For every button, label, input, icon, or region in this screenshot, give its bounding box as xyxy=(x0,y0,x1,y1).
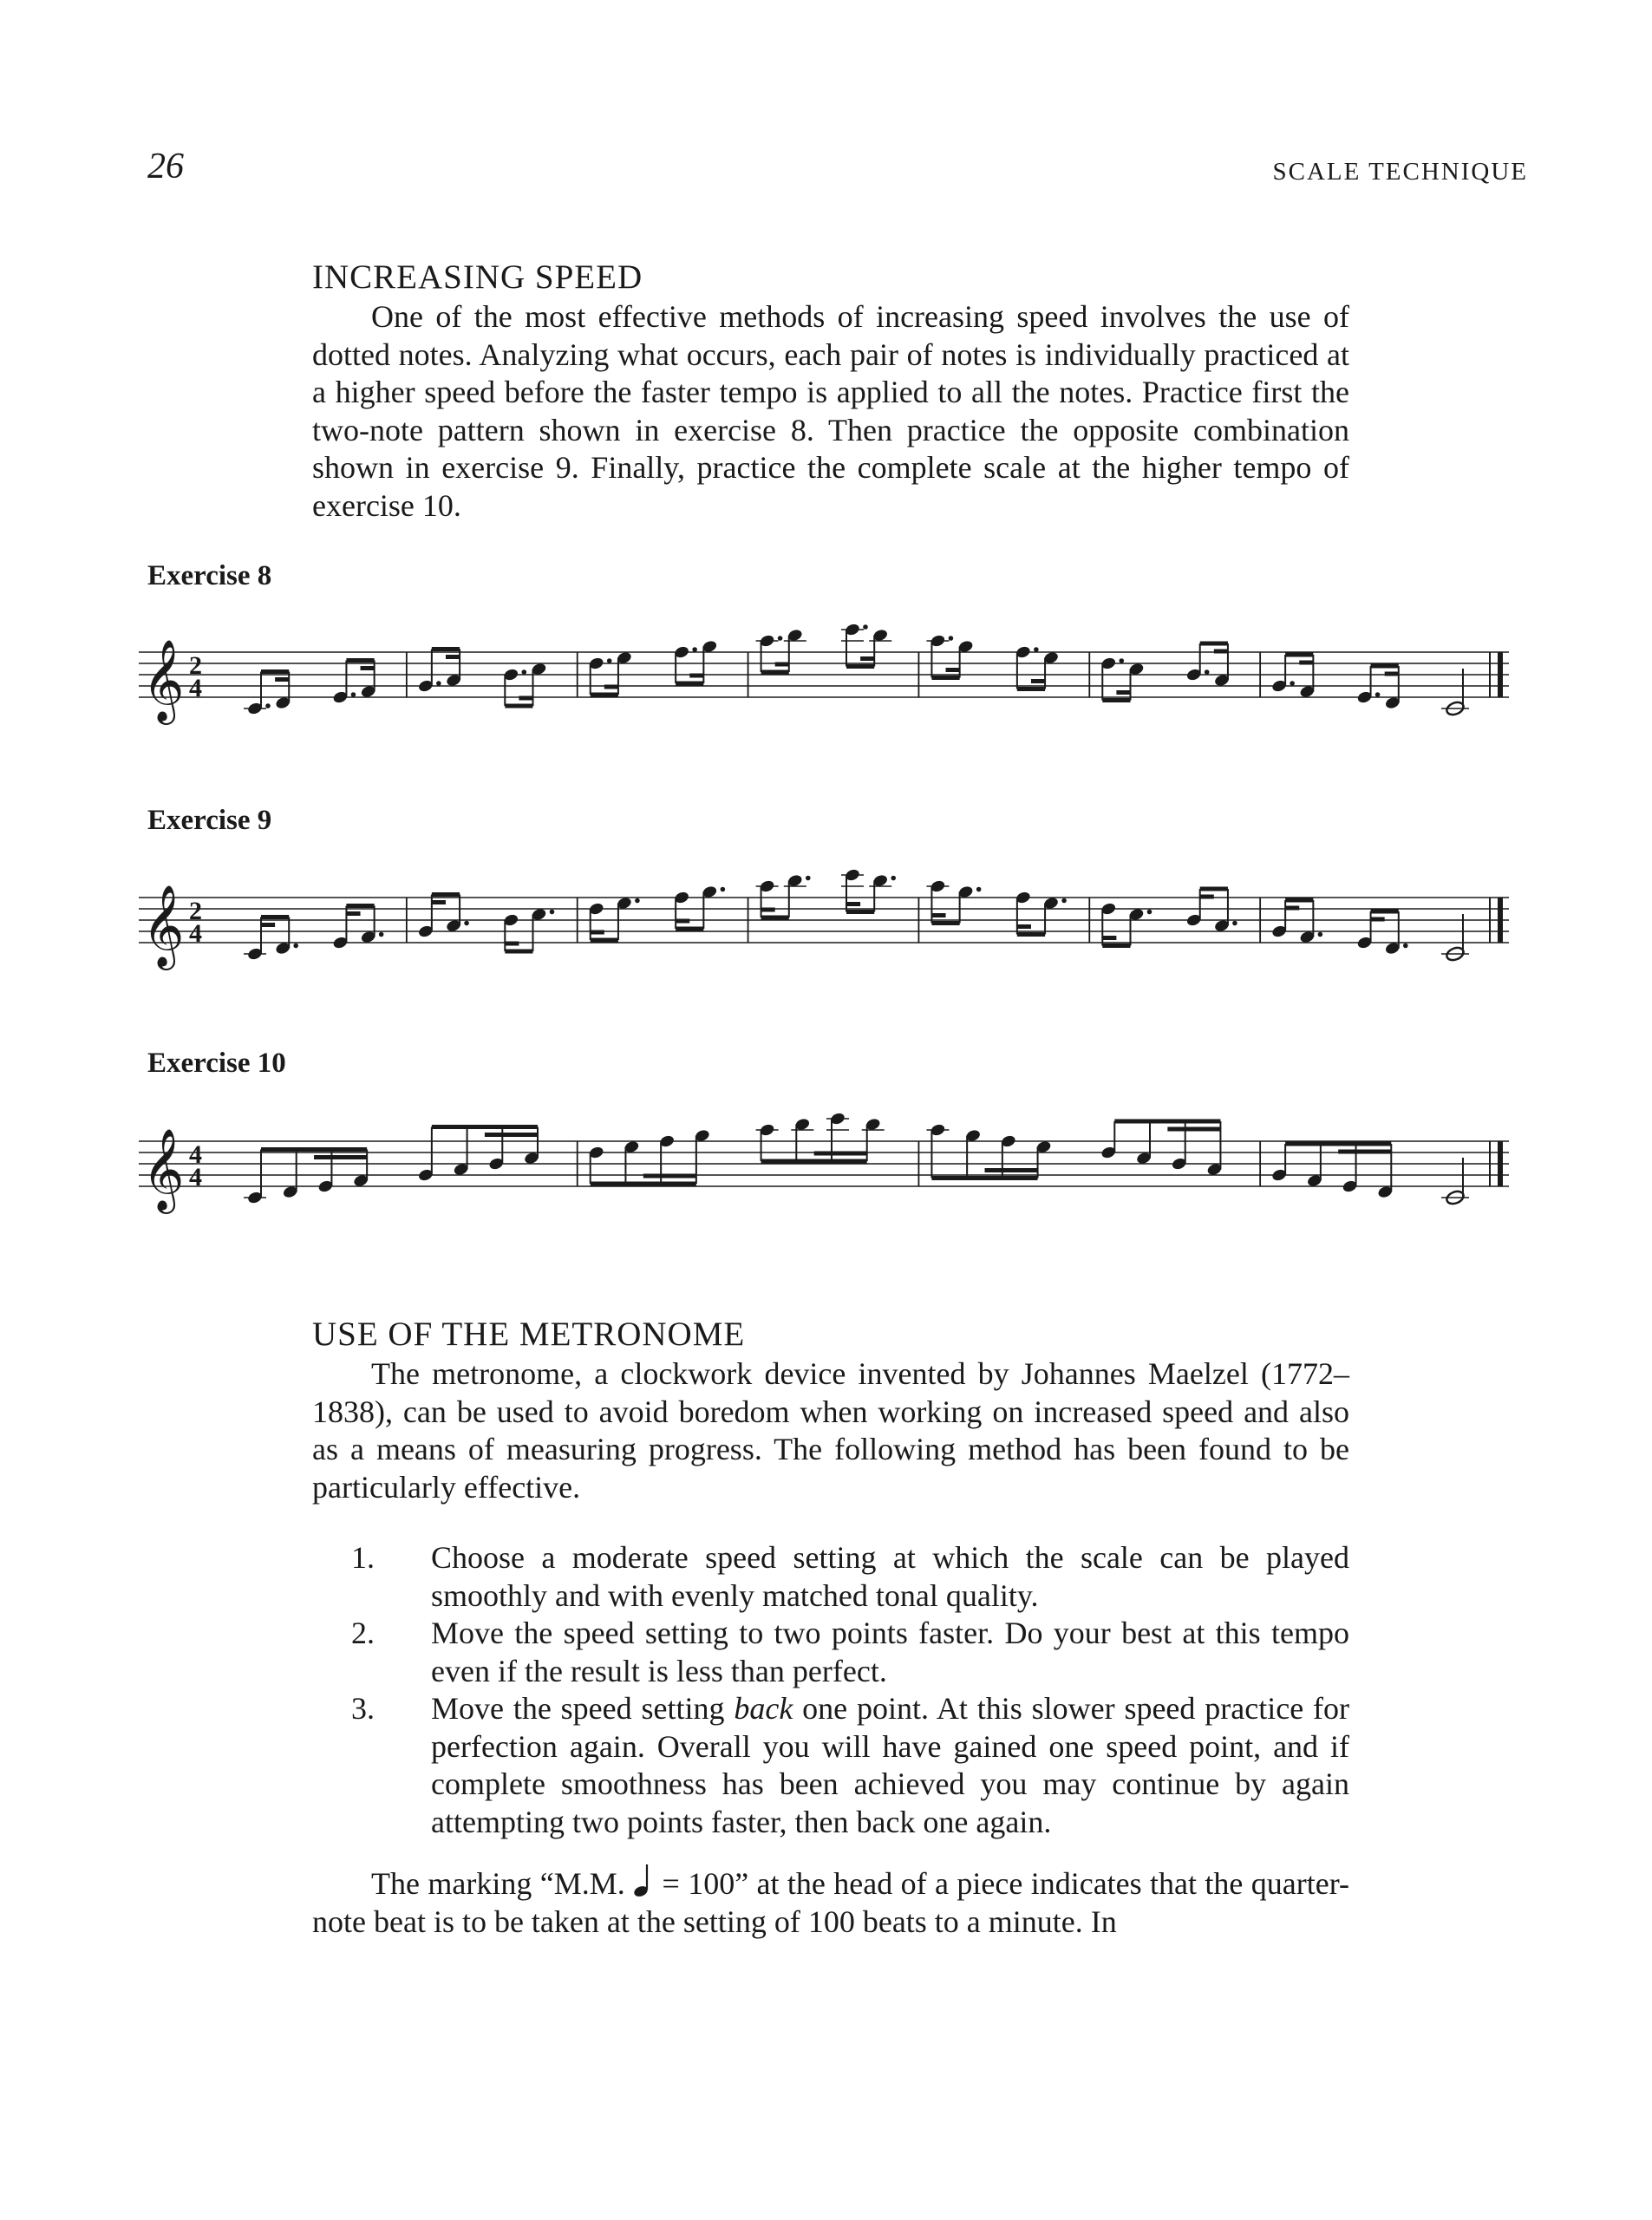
augmentation-dot xyxy=(293,944,298,949)
page-number: 26 xyxy=(147,147,184,186)
time-signature-top: 2 xyxy=(189,897,202,925)
step-2 xyxy=(351,1615,1349,1690)
exercise-8-staff xyxy=(139,617,1509,756)
augmentation-dot xyxy=(1375,692,1381,697)
treble-clef-icon: 𝄞 xyxy=(142,1128,185,1211)
quarter-note-icon xyxy=(633,1863,654,1897)
step-number: 1. xyxy=(351,1540,375,1575)
time-signature-bottom: 4 xyxy=(189,919,202,948)
step-text: Move the speed setting to two points faster. Do your best at this tempo even if the result is less than perfect. xyxy=(431,1616,1349,1688)
augmentation-dot xyxy=(891,876,896,881)
increasing-speed-section xyxy=(312,257,1349,525)
augmentation-dot xyxy=(949,636,954,641)
treble-clef-icon: 𝄞 xyxy=(142,885,185,967)
step-1 xyxy=(351,1539,1349,1615)
augmentation-dot xyxy=(1403,944,1408,949)
augmentation-dot xyxy=(1318,932,1323,937)
metronome-paragraph: The metronome, a clockwork device invented by Johannes Maelzel (1772–1838), can be used to avoid boredom when working on increased speed and also as a means of measuring progress. The following method has been found to be particularly effective. xyxy=(312,1356,1349,1505)
running-head: SCALE TECHNIQUE xyxy=(1272,158,1528,186)
exercise-10-label: Exercise 10 xyxy=(147,1048,286,1079)
step-text-post: one point. At this slower speed practice for perfection again. Overall you will have gained one speed point, and if complete smoothness has been achieved you may continue by again attempting two points faster, then back one again. xyxy=(431,1691,1349,1839)
metronome-heading: USE OF THE METRONOME xyxy=(312,1316,746,1353)
augmentation-dot xyxy=(379,932,384,937)
augmentation-dot xyxy=(436,681,441,686)
augmentation-dot xyxy=(1290,681,1295,686)
increasing-speed-heading: INCREASING SPEED xyxy=(312,258,643,296)
metronome-steps xyxy=(351,1539,1349,1841)
step-3 xyxy=(351,1690,1349,1841)
augmentation-dot xyxy=(1034,647,1039,652)
augmentation-dot xyxy=(635,898,640,904)
exercise-10-staff xyxy=(139,1107,1509,1245)
augmentation-dot xyxy=(550,910,555,915)
augmentation-dot xyxy=(806,876,811,881)
step-text: Choose a moderate speed setting at which the scale can be played smoothly and with evenly matched tonal quality. xyxy=(431,1540,1349,1613)
increasing-speed-paragraph: One of the most effective methods of increasing speed involves the use of dotted notes. Analyzing what occurs, each pair of notes is individually practiced at a higher speed before the faster tempo is applied to all the notes. Practice first the two-note pattern shown in exercise 8. Then practice the opposite combination shown in exercise 9. Finally, practice the complete scale at the higher tempo of exercise 10. xyxy=(312,299,1349,523)
time-signature-bottom: 4 xyxy=(189,1163,202,1192)
augmentation-dot xyxy=(778,636,783,641)
augmentation-dot xyxy=(265,703,271,708)
closing-paragraph-block xyxy=(312,1863,1349,1941)
step-text-pre: Move the speed setting xyxy=(431,1691,735,1726)
closing-text-post: = 100” at the head of a piece indicates that the quarter-note beat is to be taken at the setting of 100 beats to a minute. In xyxy=(312,1866,1349,1939)
exercise-8-label: Exercise 8 xyxy=(147,560,272,591)
metronome-section xyxy=(312,1314,1349,1506)
augmentation-dot xyxy=(464,921,469,926)
augmentation-dot xyxy=(351,692,356,697)
exercise-9-label: Exercise 9 xyxy=(147,805,272,836)
augmentation-dot xyxy=(692,647,697,652)
closing-text-pre: The marking “M.M. xyxy=(371,1866,634,1901)
time-signature-top: 2 xyxy=(189,651,202,680)
step-number: 3. xyxy=(351,1691,375,1726)
treble-clef-icon: 𝄞 xyxy=(142,639,185,722)
time-signature-top: 4 xyxy=(189,1140,202,1169)
augmentation-dot xyxy=(1205,669,1210,675)
time-signature-bottom: 4 xyxy=(189,674,202,702)
step-number: 2. xyxy=(351,1616,375,1650)
closing-paragraph xyxy=(312,1863,1349,1941)
augmentation-dot xyxy=(1232,921,1237,926)
augmentation-dot xyxy=(863,624,868,630)
augmentation-dot xyxy=(721,887,726,892)
exercise-9-staff xyxy=(139,863,1509,1002)
augmentation-dot xyxy=(1119,658,1124,663)
step-text-emphasis: back xyxy=(734,1691,793,1726)
augmentation-dot xyxy=(521,669,526,675)
augmentation-dot xyxy=(607,658,612,663)
augmentation-dot xyxy=(1147,910,1152,915)
augmentation-dot xyxy=(1061,898,1067,904)
augmentation-dot xyxy=(976,887,982,892)
